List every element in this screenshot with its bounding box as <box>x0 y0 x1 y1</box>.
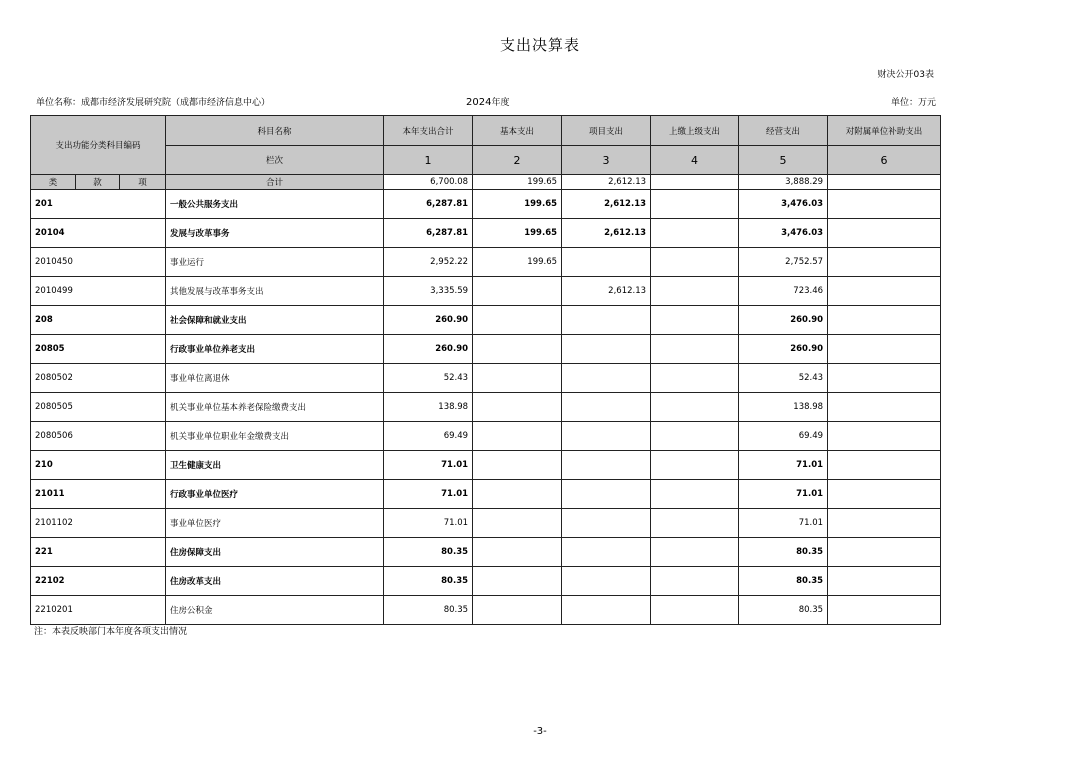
row-project <box>562 538 651 567</box>
table-row <box>31 567 941 596</box>
row-superior <box>651 538 739 567</box>
header-project: 项目支出 <box>562 116 651 146</box>
row-operating: 71.01 <box>739 480 828 509</box>
row-code: 2101102 <box>31 509 166 538</box>
table-row <box>31 219 941 248</box>
row-total: 3,335.59 <box>384 277 473 306</box>
row-subsidiary <box>828 219 941 248</box>
row-subsidiary <box>828 596 941 625</box>
row-basic <box>473 538 562 567</box>
row-name: 行政事业单位医疗 <box>166 480 384 509</box>
row-name: 事业单位医疗 <box>166 509 384 538</box>
row-operating: 260.90 <box>739 335 828 364</box>
operating-sum: 3,888.29 <box>739 175 828 190</box>
row-name: 其他发展与改革事务支出 <box>166 277 384 306</box>
row-total: 2,952.22 <box>384 248 473 277</box>
row-total: 80.35 <box>384 538 473 567</box>
table-row <box>31 190 941 219</box>
row-operating: 80.35 <box>739 538 828 567</box>
row-code: 2010499 <box>31 277 166 306</box>
row-subsidiary <box>828 567 941 596</box>
row-project <box>562 335 651 364</box>
form-code: 财决公开03表 <box>877 70 934 80</box>
row-name: 机关事业单位职业年金缴费支出 <box>166 422 384 451</box>
column-number: 4 <box>651 146 739 175</box>
table-row <box>31 480 941 509</box>
row-code: 20104 <box>31 219 166 248</box>
row-code: 2080502 <box>31 364 166 393</box>
column-number: 1 <box>384 146 473 175</box>
table-row <box>31 451 941 480</box>
header-xiang: 项 <box>120 175 166 190</box>
column-number: 2 <box>473 146 562 175</box>
row-total: 80.35 <box>384 567 473 596</box>
row-subsidiary <box>828 306 941 335</box>
row-name: 一般公共服务支出 <box>166 190 384 219</box>
row-operating: 80.35 <box>739 567 828 596</box>
row-basic <box>473 509 562 538</box>
table-row <box>31 364 941 393</box>
row-superior <box>651 567 739 596</box>
row-total: 52.43 <box>384 364 473 393</box>
row-code: 221 <box>31 538 166 567</box>
row-name: 事业单位离退休 <box>166 364 384 393</box>
row-operating: 723.46 <box>739 277 828 306</box>
row-project <box>562 509 651 538</box>
table-row <box>31 277 941 306</box>
row-name: 住房改革支出 <box>166 567 384 596</box>
header-kuan: 款 <box>76 175 120 190</box>
row-total: 80.35 <box>384 596 473 625</box>
row-subsidiary <box>828 509 941 538</box>
row-basic <box>473 277 562 306</box>
row-project <box>562 393 651 422</box>
row-superior <box>651 219 739 248</box>
row-superior <box>651 248 739 277</box>
sum-label: 合计 <box>166 175 384 190</box>
row-operating: 3,476.03 <box>739 190 828 219</box>
total-sum: 6,700.08 <box>384 175 473 190</box>
row-total: 71.01 <box>384 451 473 480</box>
row-project <box>562 567 651 596</box>
row-total: 260.90 <box>384 335 473 364</box>
row-operating: 138.98 <box>739 393 828 422</box>
row-subsidiary <box>828 451 941 480</box>
row-project <box>562 422 651 451</box>
row-basic: 199.65 <box>473 219 562 248</box>
table-row <box>31 538 941 567</box>
expenditure-table <box>30 115 941 625</box>
header-lei: 类 <box>31 175 76 190</box>
row-name: 行政事业单位养老支出 <box>166 335 384 364</box>
column-number: 5 <box>739 146 828 175</box>
row-total: 260.90 <box>384 306 473 335</box>
row-code: 201 <box>31 190 166 219</box>
row-basic <box>473 480 562 509</box>
row-subsidiary <box>828 538 941 567</box>
table-note: 注：本表反映部门本年度各项支出情况 <box>34 627 188 637</box>
row-operating: 52.43 <box>739 364 828 393</box>
table-row <box>31 306 941 335</box>
row-project <box>562 480 651 509</box>
superior-sum <box>651 175 739 190</box>
table-row <box>31 335 941 364</box>
row-subsidiary <box>828 248 941 277</box>
row-subsidiary <box>828 364 941 393</box>
row-superior <box>651 393 739 422</box>
header-code: 支出功能分类科目编码 <box>31 116 166 175</box>
table-row <box>31 509 941 538</box>
row-project <box>562 364 651 393</box>
row-subsidiary <box>828 335 941 364</box>
row-superior <box>651 190 739 219</box>
header-basic: 基本支出 <box>473 116 562 146</box>
row-basic <box>473 596 562 625</box>
row-superior <box>651 509 739 538</box>
subsidiary-sum <box>828 175 941 190</box>
table-row <box>31 422 941 451</box>
row-operating: 71.01 <box>739 509 828 538</box>
row-basic <box>473 306 562 335</box>
header-operating: 经营支出 <box>739 116 828 146</box>
row-superior <box>651 422 739 451</box>
row-project: 2,612.13 <box>562 277 651 306</box>
row-code: 2010450 <box>31 248 166 277</box>
table-row <box>31 248 941 277</box>
row-operating: 260.90 <box>739 306 828 335</box>
row-superior <box>651 480 739 509</box>
row-code: 208 <box>31 306 166 335</box>
row-code: 210 <box>31 451 166 480</box>
row-total: 71.01 <box>384 509 473 538</box>
row-operating: 71.01 <box>739 451 828 480</box>
year-number: 2024 <box>466 97 492 108</box>
row-total: 138.98 <box>384 393 473 422</box>
table-row <box>31 393 941 422</box>
project-sum: 2,612.13 <box>562 175 651 190</box>
table-row <box>31 596 941 625</box>
row-basic <box>473 364 562 393</box>
row-subsidiary <box>828 277 941 306</box>
row-superior <box>651 277 739 306</box>
row-code: 2080506 <box>31 422 166 451</box>
row-superior <box>651 306 739 335</box>
row-name: 机关事业单位基本养老保险缴费支出 <box>166 393 384 422</box>
row-total: 69.49 <box>384 422 473 451</box>
header-superior: 上缴上级支出 <box>651 116 739 146</box>
header-subsidiary: 对附属单位补助支出 <box>828 116 941 146</box>
row-code: 21011 <box>31 480 166 509</box>
row-basic <box>473 567 562 596</box>
row-name: 卫生健康支出 <box>166 451 384 480</box>
row-name: 发展与改革事务 <box>166 219 384 248</box>
row-subsidiary <box>828 480 941 509</box>
row-basic <box>473 393 562 422</box>
row-superior <box>651 335 739 364</box>
page-title: 支出决算表 <box>499 36 580 54</box>
row-subsidiary <box>828 393 941 422</box>
header-row <box>31 116 941 146</box>
row-name: 社会保障和就业支出 <box>166 306 384 335</box>
header-name: 科目名称 <box>166 116 384 146</box>
row-project: 2,612.13 <box>562 190 651 219</box>
row-basic: 199.65 <box>473 190 562 219</box>
row-project <box>562 451 651 480</box>
column-number: 6 <box>828 146 941 175</box>
row-superior <box>651 451 739 480</box>
row-project <box>562 306 651 335</box>
row-code: 2210201 <box>31 596 166 625</box>
row-project <box>562 596 651 625</box>
row-subsidiary <box>828 190 941 219</box>
row-operating: 2,752.57 <box>739 248 828 277</box>
row-code: 20805 <box>31 335 166 364</box>
currency-unit: 单位：万元 <box>890 98 936 108</box>
row-superior <box>651 596 739 625</box>
fiscal-year <box>466 95 509 108</box>
row-basic: 199.65 <box>473 248 562 277</box>
row-total: 6,287.81 <box>384 190 473 219</box>
unit-name: 单位名称：成都市经济发展研究院（成都市经济信息中心） <box>36 98 271 108</box>
row-basic <box>473 335 562 364</box>
column-number-row <box>31 146 941 175</box>
row-total: 71.01 <box>384 480 473 509</box>
row-operating: 69.49 <box>739 422 828 451</box>
column-number: 3 <box>562 146 651 175</box>
row-name: 事业运行 <box>166 248 384 277</box>
row-name: 住房保障支出 <box>166 538 384 567</box>
page-number: -3- <box>533 726 547 737</box>
row-basic <box>473 451 562 480</box>
row-name: 住房公积金 <box>166 596 384 625</box>
totals-row <box>31 175 941 190</box>
row-basic <box>473 422 562 451</box>
row-code: 2080505 <box>31 393 166 422</box>
row-operating: 3,476.03 <box>739 219 828 248</box>
basic-sum: 199.65 <box>473 175 562 190</box>
row-code: 22102 <box>31 567 166 596</box>
row-project: 2,612.13 <box>562 219 651 248</box>
row-superior <box>651 364 739 393</box>
row-project <box>562 248 651 277</box>
row-operating: 80.35 <box>739 596 828 625</box>
row-total: 6,287.81 <box>384 219 473 248</box>
header-column-no: 栏次 <box>166 146 384 175</box>
row-subsidiary <box>828 422 941 451</box>
header-total: 本年支出合计 <box>384 116 473 146</box>
year-suffix: 年度 <box>491 98 510 108</box>
